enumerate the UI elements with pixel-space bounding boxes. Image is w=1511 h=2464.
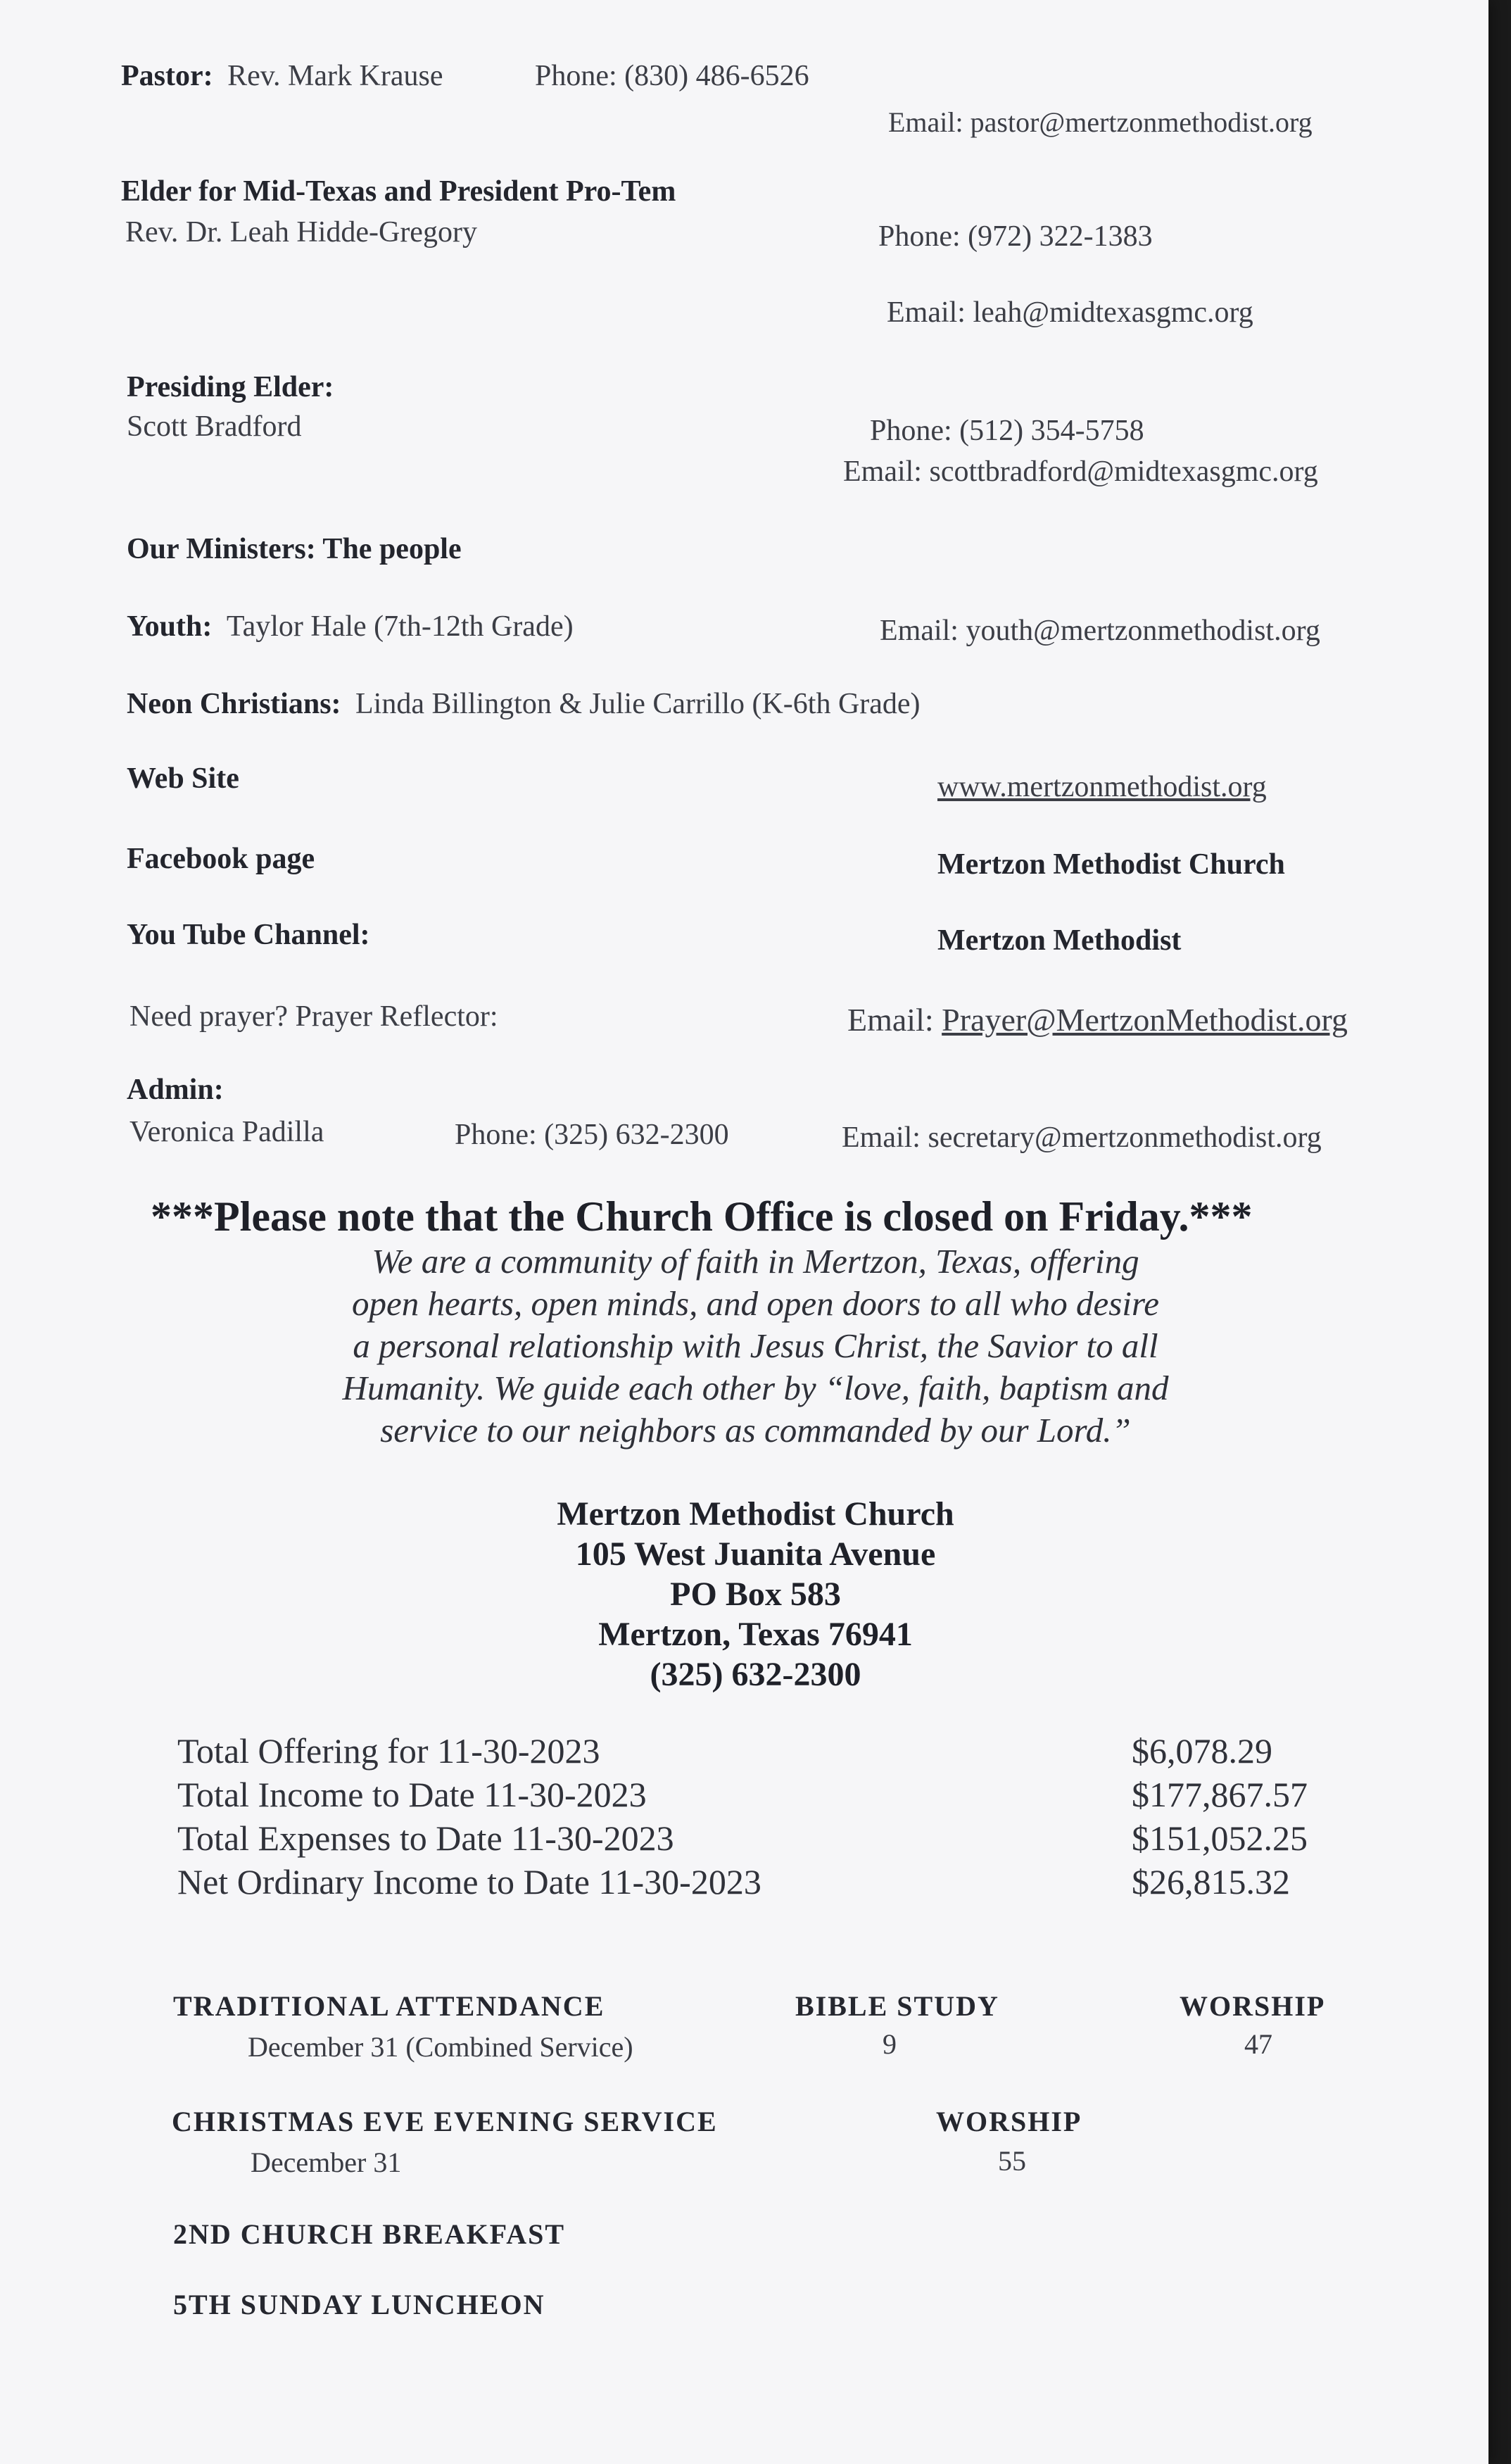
- finance-label: Net Ordinary Income to Date 11-30-2023: [177, 1862, 761, 1902]
- pastor-label: Pastor:: [121, 60, 213, 92]
- presiding-elder-label: Presiding Elder:: [127, 371, 334, 403]
- youth-email[interactable]: Email: youth@mertzonmethodist.org: [880, 615, 1320, 647]
- prayer-email-prefix: Email:: [847, 1002, 934, 1038]
- address-church-name: Mertzon Methodist Church: [557, 1495, 954, 1533]
- worship-value: 47: [1244, 2028, 1272, 2060]
- finance-label: Total Expenses to Date 11-30-2023: [177, 1818, 674, 1858]
- admin-email[interactable]: Email: secretary@mertzonmethodist.org: [842, 1121, 1322, 1154]
- pastor-row: [121, 59, 443, 93]
- presiding-elder-name: Scott Bradford: [127, 410, 302, 443]
- pastor-phone: Phone: (830) 486-6526: [535, 60, 809, 92]
- presiding-elder-email[interactable]: Email: scottbradford@midtexasgmc.org: [843, 455, 1318, 488]
- christmas-eve-date: December 31: [251, 2146, 402, 2178]
- youtube-label: You Tube Channel:: [127, 919, 370, 951]
- youth-label: Youth:: [127, 610, 213, 643]
- website-link[interactable]: www.mertzonmethodist.org: [937, 771, 1267, 803]
- sunday-luncheon-heading: 5TH SUNDAY LUNCHEON: [173, 2289, 545, 2320]
- finance-label: Total Income to Date 11-30-2023: [177, 1775, 647, 1814]
- mission-line: open hearts, open minds, and open doors to all who desire: [352, 1284, 1159, 1323]
- address-city: Mertzon, Texas 76941: [598, 1616, 913, 1653]
- mission-line: We are a community of faith in Mertzon, Texas, offering: [372, 1242, 1139, 1281]
- admin-name: Veronica Padilla: [129, 1116, 324, 1148]
- mission-statement: [0, 1240, 1511, 1452]
- church-breakfast-heading: 2ND CHURCH BREAKFAST: [173, 2218, 566, 2250]
- facebook-label: Facebook page: [127, 843, 315, 875]
- facebook-value[interactable]: Mertzon Methodist Church: [937, 848, 1285, 881]
- neon-label: Neon Christians:: [127, 688, 341, 720]
- elder-phone: Phone: (972) 322-1383: [878, 220, 1153, 253]
- pastor-name: Rev. Mark Krause: [227, 60, 443, 92]
- elder-email[interactable]: Email: leah@midtexasgmc.org: [887, 296, 1253, 329]
- mission-line: Humanity. We guide each other by “love, faith, baptism and: [342, 1369, 1169, 1407]
- traditional-attendance-title: TRADITIONAL ATTENDANCE: [173, 1990, 605, 2022]
- address-street: 105 West Juanita Avenue: [575, 1535, 936, 1573]
- youth-value: Taylor Hale (7th-12th Grade): [226, 610, 574, 643]
- mission-line: service to our neighbors as commanded by our Lord.”: [380, 1411, 1131, 1450]
- church-address: [0, 1494, 1511, 1695]
- pastor-email[interactable]: Email: pastor@mertzonmethodist.org: [888, 106, 1313, 138]
- youtube-value[interactable]: Mertzon Methodist: [937, 924, 1182, 957]
- admin-label: Admin:: [127, 1074, 224, 1106]
- christmas-eve-worship-label: WORSHIP: [936, 2106, 1082, 2137]
- christmas-eve-worship-value: 55: [998, 2145, 1026, 2177]
- bible-study-label: BIBLE STUDY: [795, 1990, 999, 2022]
- address-po-box: PO Box 583: [670, 1576, 841, 1613]
- website-label: Web Site: [127, 762, 239, 795]
- admin-phone: Phone: (325) 632-2300: [455, 1119, 729, 1151]
- finance-amount: $6,078.29: [1132, 1731, 1272, 1771]
- office-closed-notice: ***Please note that the Church Office is closed on Friday.***: [151, 1193, 1253, 1240]
- neon-value: Linda Billington & Julie Carrillo (K-6th Grade): [355, 688, 921, 720]
- prayer-email-row: [847, 1001, 1348, 1038]
- address-phone: (325) 632-2300: [650, 1656, 861, 1693]
- finance-label: Total Offering for 11-30-2023: [177, 1731, 600, 1771]
- mission-line: a personal relationship with Jesus Christ, the Savior to all: [353, 1326, 1158, 1365]
- prayer-email[interactable]: Prayer@MertzonMethodist.org: [942, 1002, 1348, 1038]
- bible-study-value: 9: [883, 2028, 897, 2060]
- christmas-eve-title: CHRISTMAS EVE EVENING SERVICE: [172, 2106, 718, 2137]
- traditional-attendance-date: December 31 (Combined Service): [248, 2031, 633, 2063]
- prayer-label: Need prayer? Prayer Reflector:: [129, 1000, 498, 1033]
- youth-row: [127, 610, 574, 643]
- elder-name: Rev. Dr. Leah Hidde-Gregory: [125, 216, 477, 249]
- elder-label: Elder for Mid-Texas and President Pro-Tem: [121, 175, 676, 208]
- neon-row: [127, 687, 921, 721]
- ministers-line: Our Ministers: The people: [127, 533, 462, 565]
- presiding-elder-phone: Phone: (512) 354-5758: [870, 415, 1144, 447]
- finance-amount: $177,867.57: [1132, 1775, 1308, 1814]
- worship-label: WORSHIP: [1180, 1990, 1326, 2022]
- finance-amount: $151,052.25: [1132, 1818, 1308, 1858]
- finance-amount: $26,815.32: [1132, 1862, 1290, 1902]
